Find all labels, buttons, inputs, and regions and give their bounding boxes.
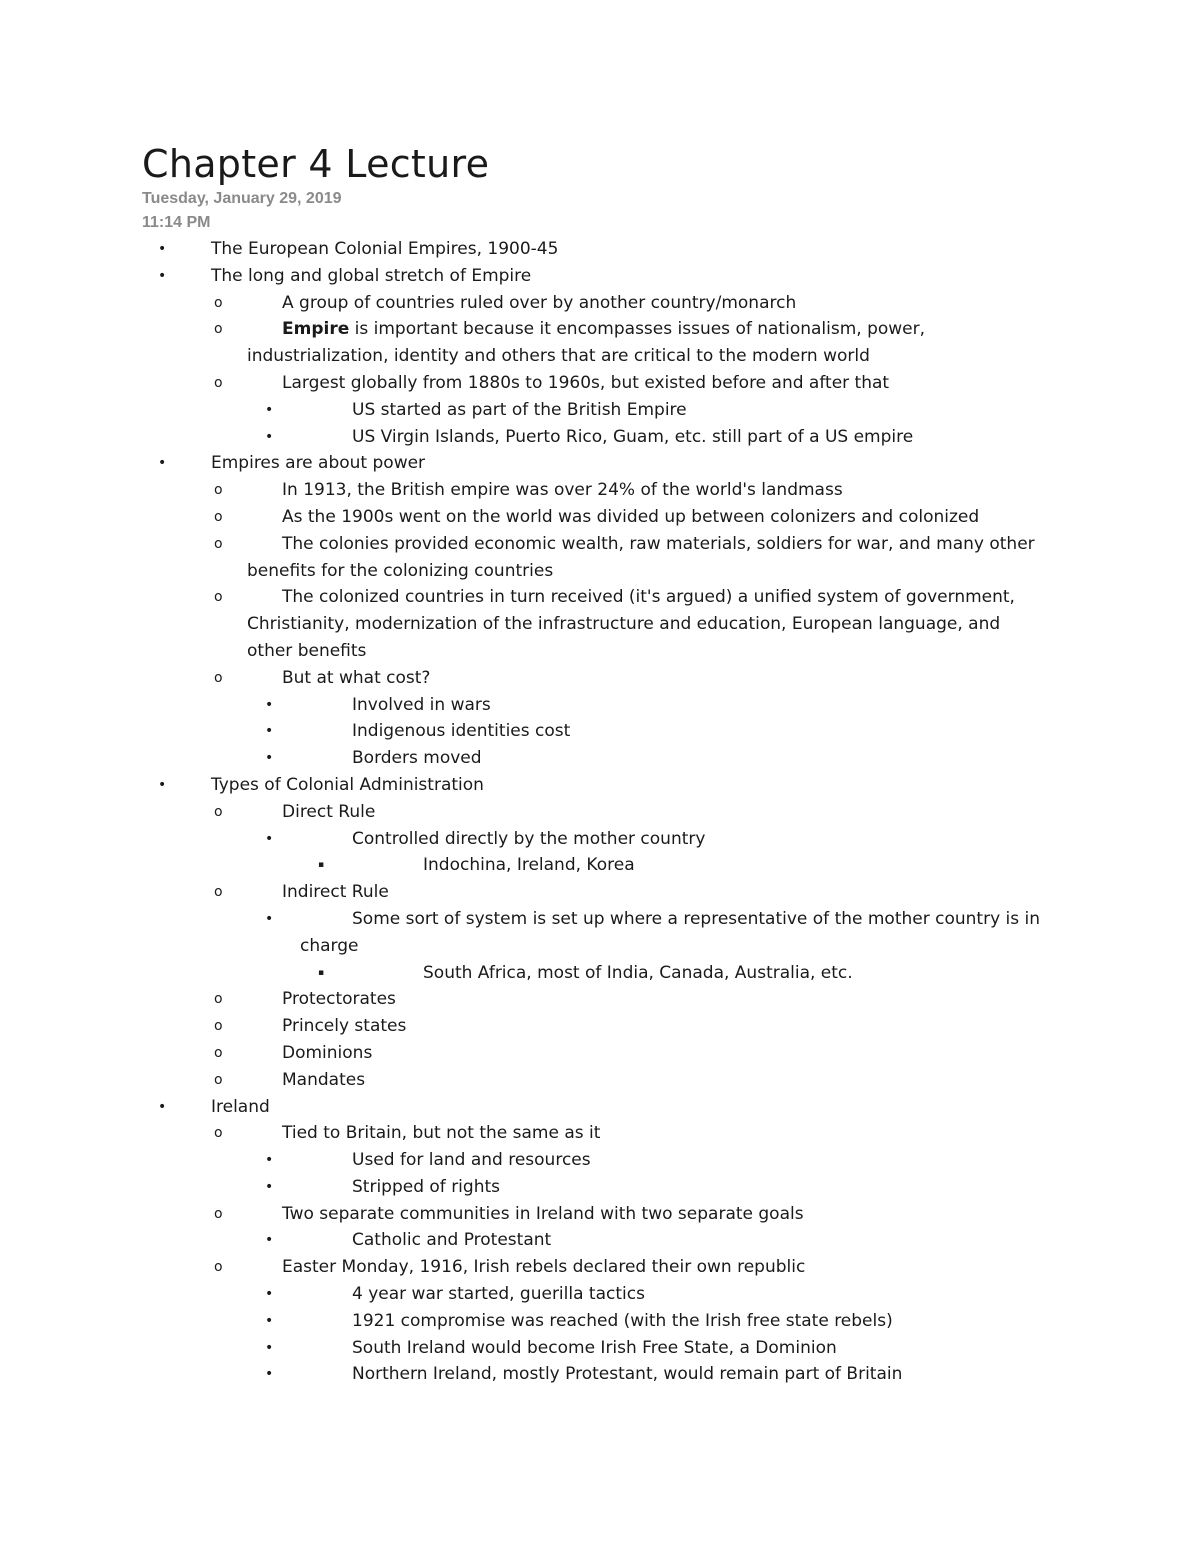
bullet-circle-icon: o: [214, 1044, 223, 1061]
outline-item-text: [282, 316, 925, 343]
outline-item-text: Catholic and Protestant: [352, 1230, 552, 1251]
bullet-dot-icon: •: [265, 1286, 274, 1303]
bullet-square-icon: ▪: [318, 967, 325, 978]
outline-item: [0, 1335, 1200, 1362]
outline-item-text: Used for land and resources: [352, 1150, 591, 1171]
outline-item-text: Ireland: [211, 1096, 270, 1117]
outline-item-text: Some sort of system is set up where a representative of the mother country is in: [352, 908, 1041, 929]
outline-item: [0, 799, 1200, 826]
bullet-dot-icon: •: [265, 696, 274, 713]
outline-item-text: As the 1900s went on the world was divided up between colonizers and colonized: [282, 506, 980, 527]
outline-item: [0, 370, 1200, 397]
outline-item-text: Controlled directly by the mother country: [352, 828, 706, 849]
outline-item: [0, 504, 1200, 531]
bullet-dot-icon: •: [158, 267, 167, 284]
bullet-circle-icon: o: [214, 589, 223, 606]
outline-item: [0, 236, 1200, 263]
bullet-circle-icon: o: [214, 884, 223, 901]
bullet-circle-icon: o: [214, 508, 223, 525]
outline-item: [0, 692, 1200, 719]
bullet-circle-icon: o: [214, 1259, 223, 1276]
outline-item: [0, 1361, 1200, 1388]
outline-item: [0, 745, 1200, 772]
outline-item: [0, 1201, 1200, 1228]
bullet-dot-icon: •: [158, 776, 167, 793]
bullet-circle-icon: o: [214, 374, 223, 391]
bullet-dot-icon: •: [265, 401, 274, 418]
outline-item-text: Indirect Rule: [282, 882, 389, 903]
outline-item: [0, 826, 1200, 853]
outline-item-text: Direct Rule: [282, 801, 376, 822]
outline-item: [0, 450, 1200, 477]
bullet-dot-icon: •: [265, 723, 274, 740]
bullet-circle-icon: o: [214, 1018, 223, 1035]
bullet-circle-icon: o: [214, 803, 223, 820]
outline-item: [0, 531, 1200, 585]
outline-item: [0, 986, 1200, 1013]
bullet-dot-icon: •: [265, 1178, 274, 1195]
outline-item-text: Tied to Britain, but not the same as it: [282, 1123, 601, 1144]
bullet-dot-icon: •: [158, 241, 167, 257]
bullet-circle-icon: o: [214, 482, 223, 499]
outline-item-text: The European Colonial Empires, 1900-45: [211, 239, 559, 259]
outline-item-text: South Ireland would become Irish Free State, a Dominion: [352, 1337, 837, 1358]
outline-item-text: Dominions: [282, 1042, 373, 1063]
outline-item: [0, 1254, 1200, 1281]
outline-item-continuation: other benefits: [247, 640, 367, 661]
outline-item-text: Indochina, Ireland, Korea: [423, 855, 635, 876]
outline-item: [0, 584, 1200, 664]
outline-item: [0, 772, 1200, 799]
outline-item-text: 1921 compromise was reached (with the Irish free state rebels): [352, 1310, 893, 1331]
outline-item-text: Largest globally from 1880s to 1960s, but existed before and after that: [282, 372, 890, 393]
bullet-circle-icon: o: [214, 1071, 223, 1088]
bullet-dot-icon: •: [265, 830, 274, 847]
bold-term: Empire: [282, 319, 350, 340]
bullet-dot-icon: •: [265, 428, 274, 445]
bullet-circle-icon: o: [214, 321, 223, 338]
bullet-circle-icon: o: [214, 669, 223, 686]
outline-item: [0, 665, 1200, 692]
bullet-dot-icon: •: [158, 455, 167, 472]
outline-item-continuation: Christianity, modernization of the infrastructure and education, European language, and: [247, 614, 1001, 635]
page-date: Tuesday, January 29, 2019: [142, 190, 342, 207]
outline-item: [0, 718, 1200, 745]
outline-item-text: Protectorates: [282, 989, 396, 1010]
outline-item-text: Princely states: [282, 1016, 407, 1037]
bullet-dot-icon: •: [265, 750, 274, 767]
outline-item-continuation: benefits for the colonizing countries: [247, 560, 554, 581]
outline-item-text: Mandates: [282, 1069, 366, 1090]
outline-item-text: Involved in wars: [352, 694, 491, 715]
outline-item: [0, 263, 1200, 290]
outline-item-text: The colonies provided economic wealth, raw materials, soldiers for war, and many other: [282, 533, 1035, 554]
outline-item-text: 4 year war started, guerilla tactics: [352, 1284, 645, 1305]
outline-item: [0, 960, 1200, 987]
bullet-dot-icon: •: [158, 1098, 167, 1115]
bullet-circle-icon: o: [214, 294, 223, 311]
outline-item-text: Empires are about power: [211, 453, 426, 474]
outline-item-text: Indigenous identities cost: [352, 721, 571, 742]
outline-item-text: Two separate communities in Ireland with two separate goals: [282, 1203, 804, 1224]
outline-item-text: A group of countries ruled over by another country/monarch: [282, 292, 797, 313]
outline-item-text: US started as part of the British Empire: [352, 399, 687, 420]
outline-item-text: In 1913, the British empire was over 24% of the world's landmass: [282, 480, 843, 501]
bullet-square-icon: ▪: [318, 860, 325, 871]
outline-item: [0, 1013, 1200, 1040]
bullet-dot-icon: •: [265, 1152, 274, 1169]
outline-item: [0, 1147, 1200, 1174]
outline-item: [0, 1120, 1200, 1147]
outline-item: [0, 1227, 1200, 1254]
bullet-dot-icon: •: [265, 1339, 274, 1356]
outline-item-text: Types of Colonial Administration: [211, 774, 484, 795]
outline-item-text: US Virgin Islands, Puerto Rico, Guam, etc. still part of a US empire: [352, 426, 914, 447]
outline-item: [0, 397, 1200, 424]
outline-item: [0, 1094, 1200, 1121]
outline-item-text: Borders moved: [352, 748, 482, 769]
outline-item-text: But at what cost?: [282, 667, 431, 688]
outline-item: [0, 906, 1200, 960]
outline-item: [0, 852, 1200, 879]
outline-item-text: Stripped of rights: [352, 1176, 500, 1197]
outline-item: [0, 316, 1200, 370]
outline-item: [0, 1174, 1200, 1201]
outline-item: [0, 879, 1200, 906]
bullet-circle-icon: o: [214, 1205, 223, 1222]
bullet-circle-icon: o: [214, 535, 223, 552]
bullet-dot-icon: •: [265, 1312, 274, 1329]
outline-item: [0, 1281, 1200, 1308]
outline-item-text: The colonized countries in turn received (it's argued) a unified system of government,: [282, 587, 1015, 608]
outline-item: [0, 1040, 1200, 1067]
bullet-circle-icon: o: [214, 1125, 223, 1142]
bullet-dot-icon: •: [265, 1366, 274, 1383]
outline-item-continuation: charge: [300, 935, 359, 956]
note-outline: [0, 236, 1200, 1388]
outline-item: [0, 424, 1200, 451]
outline-item-text: Easter Monday, 1916, Irish rebels declared their own republic: [282, 1257, 806, 1278]
bullet-dot-icon: •: [265, 910, 274, 927]
bullet-dot-icon: •: [265, 1232, 274, 1249]
outline-item-text: South Africa, most of India, Canada, Australia, etc.: [423, 962, 853, 983]
bullet-circle-icon: o: [214, 991, 223, 1008]
outline-item: [0, 1067, 1200, 1094]
outline-item-text: The long and global stretch of Empire: [211, 265, 532, 286]
outline-item: [0, 290, 1200, 317]
page-title: Chapter 4 Lecture: [142, 142, 490, 186]
outline-item-text: Northern Ireland, mostly Protestant, would remain part of Britain: [352, 1364, 903, 1385]
outline-item: [0, 1308, 1200, 1335]
outline-item: [0, 477, 1200, 504]
page-time: 11:14 PM: [142, 214, 211, 231]
outline-item-text-rest: is important because it encompasses issues of nationalism, power,: [349, 319, 926, 340]
outline-item-continuation: industrialization, identity and others that are critical to the modern world: [247, 346, 870, 367]
